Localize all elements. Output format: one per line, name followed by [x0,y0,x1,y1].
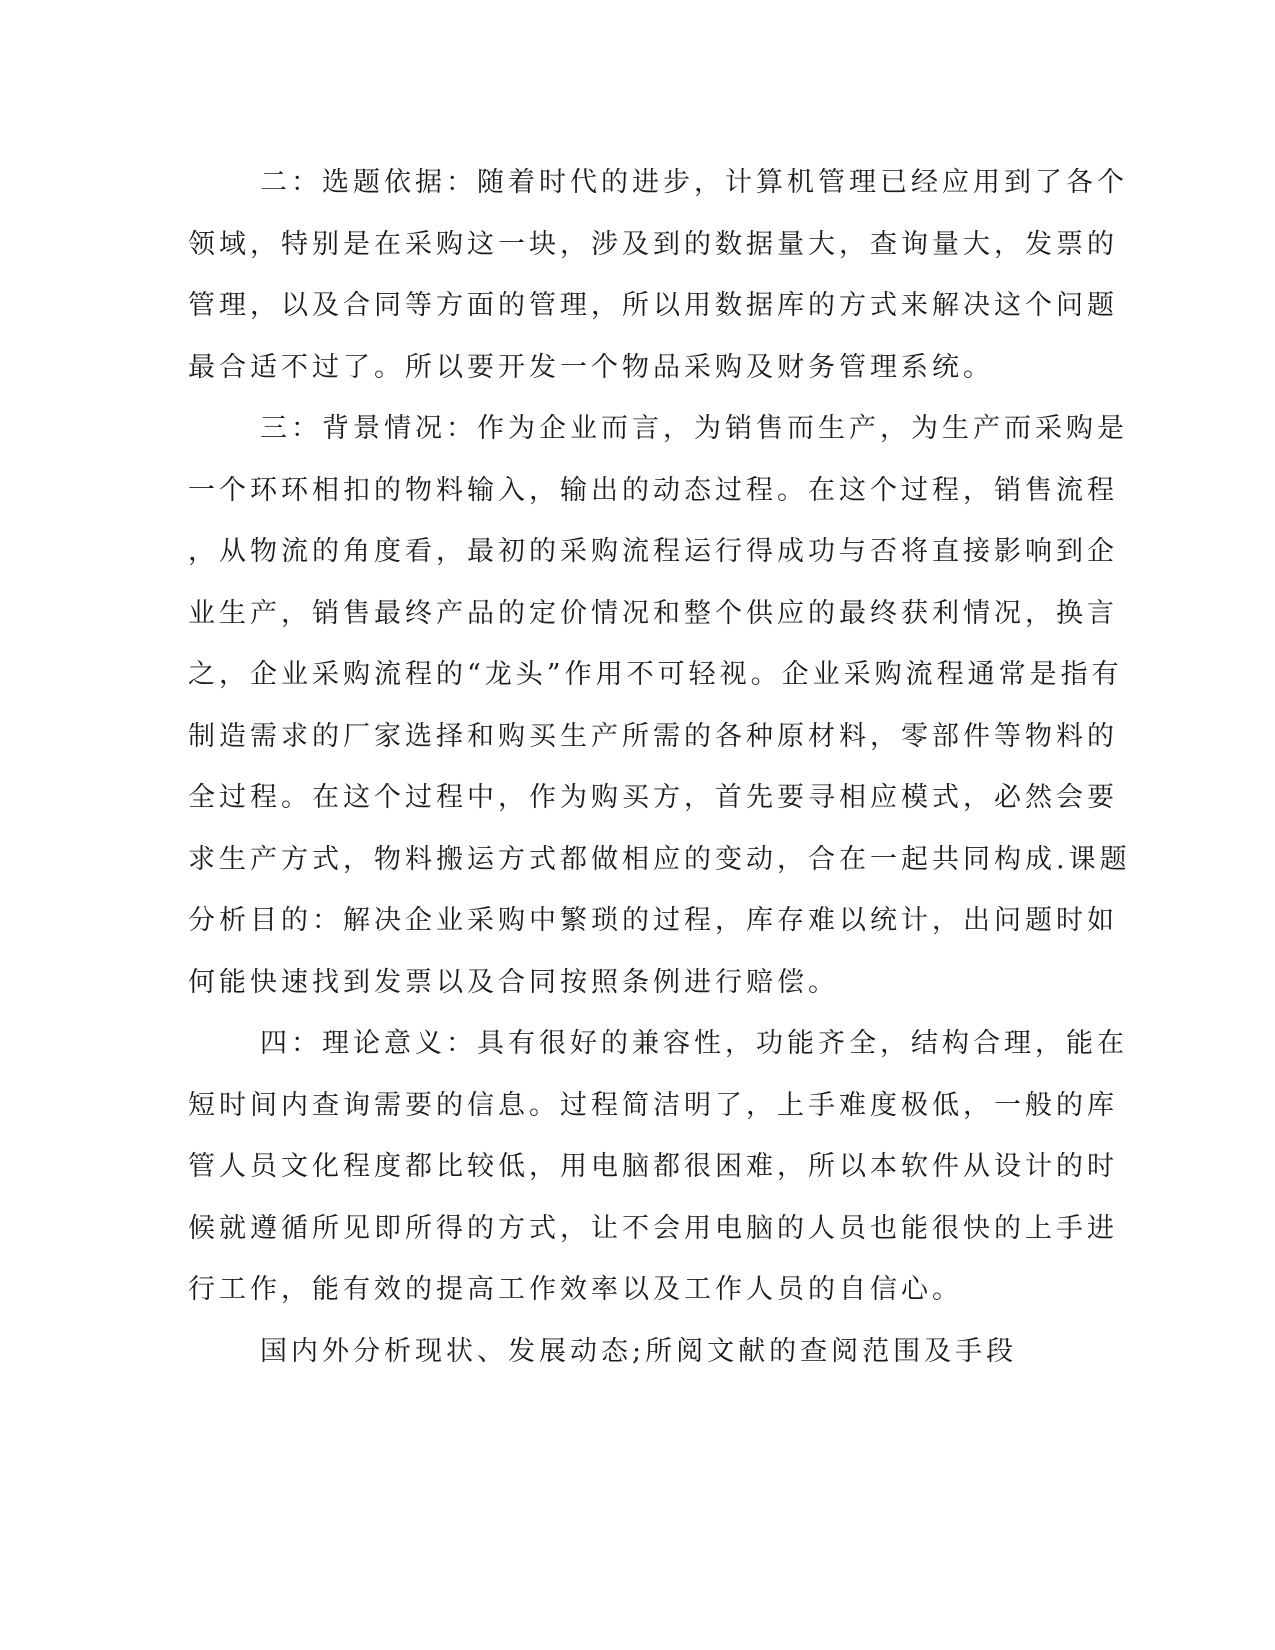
text-line: 分析目的：解决企业采购中繁琐的过程，库存难以统计，出问题时如 [188,905,1118,936]
text-line: 管理，以及合同等方面的管理，所以用数据库的方式来解决这个问题 [188,290,1118,321]
paragraph-selection-basis [188,163,1128,409]
paragraph-theoretical-significance [188,1024,1128,1332]
text-line: 制造需求的厂家选择和购买生产所需的各种原材料，零部件等物料的 [188,720,1118,752]
text-line: 短时间内查询需要的信息。过程简洁明了，上手难度极低，一般的库 [188,1089,1118,1121]
text-line: 行工作，能有效的提高工作效率以及工作人员的自信心。 [188,1274,963,1305]
text-line: ，从物流的角度看，最初的采购流程运行得成功与否将直接影响到企 [188,536,1118,567]
text-line: 全过程。在这个过程中，作为购买方，首先要寻相应模式，必然会要 [188,782,1118,813]
paragraph-domestic-foreign-analysis [188,1332,1088,1394]
text-line: 业生产，销售最终产品的定价情况和整个供应的最终获利情况，换言 [188,597,1118,629]
paragraph-background [188,409,1131,1024]
text-line: 国内外分析现状、发展动态;所阅文献的查阅范围及手段 [260,1335,1018,1367]
document-body [188,163,1131,1393]
text-line: 四：理论意义：具有很好的兼容性，功能齐全，结构合理，能在 [260,1028,1128,1059]
text-line: 最合适不过了。所以要开发一个物品采购及财务管理系统。 [188,351,994,383]
text-line: 管人员文化程度都比较低，用电脑都很困难，所以本软件从设计的时 [188,1151,1118,1182]
text-line: 一个环环相扣的物料输入，输出的动态过程。在这个过程，销售流程 [188,474,1118,506]
text-line: 何能快速找到发票以及合同按照条例进行赔偿。 [188,966,839,998]
text-line: 二：选题依据：随着时代的进步，计算机管理已经应用到了各个 [260,167,1128,198]
text-line: 之，企业采购流程的“龙头”作用不可轻视。企业采购流程通常是指有 [188,659,1123,690]
text-line: 求生产方式，物料搬运方式都做相应的变动，合在一起共同构成.课题 [188,843,1131,875]
text-line: 候就遵循所见即所得的方式，让不会用电脑的人员也能很快的上手进 [188,1212,1118,1244]
text-line: 领域，特别是在采购这一块，涉及到的数据量大，查询量大，发票的 [188,228,1118,260]
text-line: 三：背景情况：作为企业而言，为销售而生产，为生产而采购是 [260,413,1128,444]
